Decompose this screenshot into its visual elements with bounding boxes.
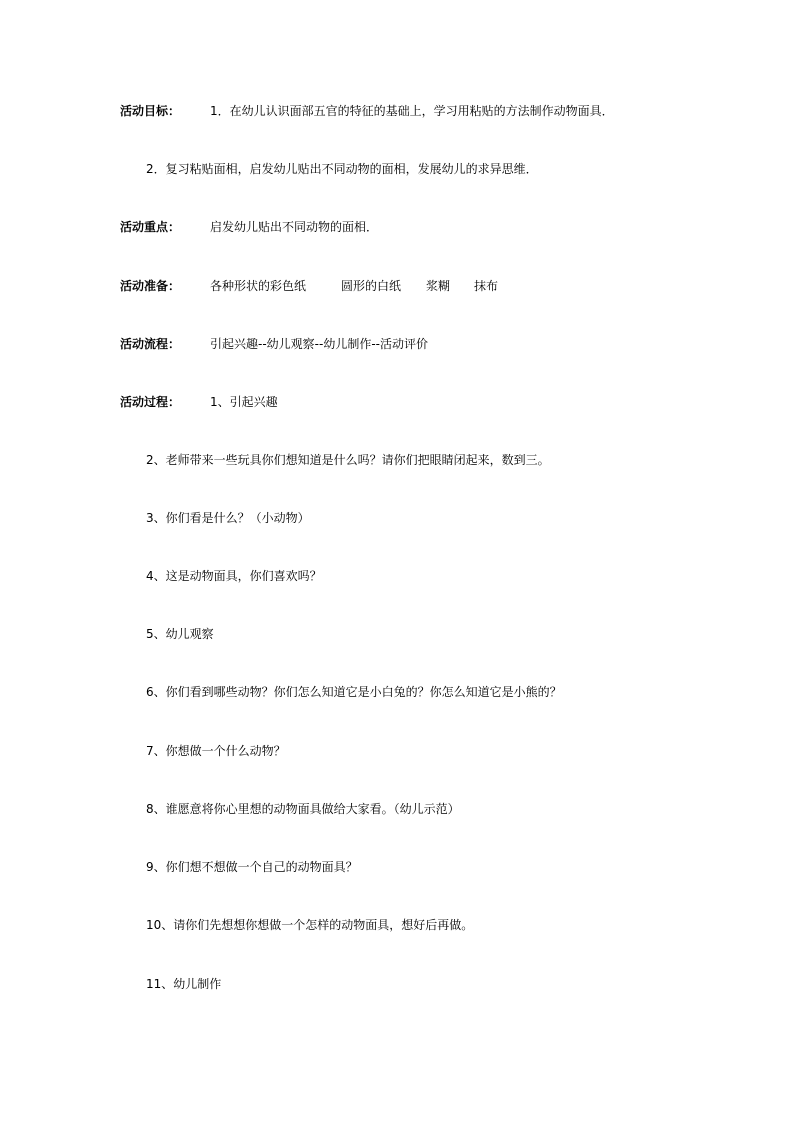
process-step: 10、请你们先想想你想做一个怎样的动物面具，想好后再做。 [146,918,474,932]
flow-text: 引起兴趣--幼儿观察--幼儿制作--活动评价 [210,337,428,351]
process-step: 2、老师带来一些玩具你们想知道是什么吗？请你们把眼睛闭起来，数到三。 [146,453,550,467]
preparation-item-2: 圆形的白纸 [341,279,402,293]
preparation-item-4: 抹布 [474,279,499,293]
preparation-label: 活动准备： [120,279,181,293]
goal-text-2: 2．复习粘贴面相，启发幼儿贴出不同动物的面相，发展幼儿的求异思维． [146,162,538,176]
flow-label: 活动流程： [120,337,181,351]
goal-text-1: 1．在幼儿认识面部五官的特征的基础上，学习用粘贴的方法制作动物面具． [210,104,614,118]
preparation-item-1: 各种形状的彩色纸 [210,279,307,293]
goal-label: 活动目标： [120,104,181,118]
process-step: 5、幼儿观察 [146,627,214,641]
process-step: 7、你想做一个什么动物？ [146,744,286,758]
process-step-1: 1、引起兴趣 [210,395,278,409]
preparation-item-3: 浆糊 [426,279,451,293]
process-step: 11、幼儿制作 [146,977,222,991]
process-step: 9、你们想不想做一个自己的动物面具？ [146,860,358,874]
key-point-label: 活动重点： [120,220,181,234]
process-label: 活动过程： [120,395,181,409]
key-point-text: 启发幼儿贴出不同动物的面相． [210,220,379,234]
process-step: 4、这是动物面具，你们喜欢吗？ [146,569,322,583]
process-step: 8、谁愿意将你心里想的动物面具做给大家看。（幼儿示范） [146,802,460,816]
process-step: 3、你们看是什么？（小动物） [146,511,310,525]
process-step: 6、你们看到哪些动物？你们怎么知道它是小白兔的？你怎么知道它是小熊的？ [146,685,562,699]
